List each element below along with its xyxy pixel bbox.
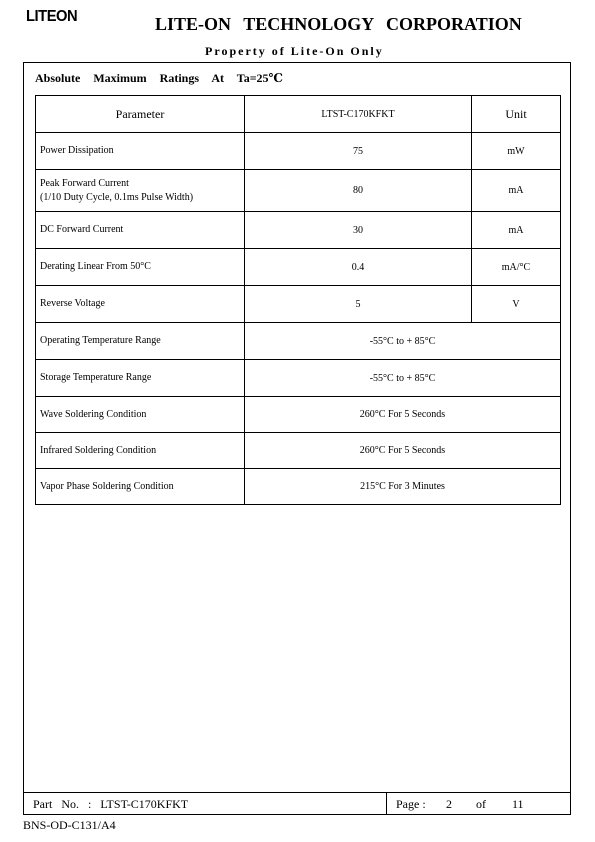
- row-value: 260°C For 5 Seconds: [245, 433, 561, 469]
- page-total: 11: [512, 797, 524, 811]
- row-unit: mW: [472, 133, 561, 170]
- row-parameter: DC Forward Current: [36, 212, 245, 249]
- table-row: [36, 170, 561, 212]
- row-value: 260°C For 5 Seconds: [245, 397, 561, 433]
- row-unit: mA: [472, 170, 561, 212]
- document-code: BNS-OD-C131/A4: [23, 818, 116, 832]
- company-name: LITE-ON TECHNOLOGY CORPORATION: [155, 14, 522, 34]
- row-unit: mA: [472, 212, 561, 249]
- page-number: 2: [446, 797, 452, 811]
- row-unit: mA/°C: [472, 249, 561, 286]
- row-parameter: Derating Linear From 50°C: [36, 249, 245, 286]
- property-note: Property of Lite-On Only: [205, 44, 384, 58]
- table-row: [36, 397, 561, 433]
- ratings-table: [35, 95, 561, 505]
- company-logo: [26, 8, 84, 26]
- table-row: [36, 469, 561, 505]
- row-value: 5: [245, 286, 472, 323]
- row-unit: V: [472, 286, 561, 323]
- row-value: 80: [245, 170, 472, 212]
- row-value: 30: [245, 212, 472, 249]
- table-row: [36, 286, 561, 323]
- row-parameter: [36, 170, 245, 212]
- logo-text: LITEON: [26, 8, 78, 25]
- page-of-label: of: [476, 797, 486, 811]
- row-value: -55°C to + 85°C: [245, 360, 561, 397]
- section-title: Absolute Maximum Ratings At Ta=25℃: [35, 71, 283, 85]
- footer-divider: [386, 792, 387, 815]
- header-part-number: LTST-C170KFKT: [245, 96, 472, 133]
- row-parameter: Storage Temperature Range: [36, 360, 245, 397]
- row-parameter-line: (1/10 Duty Cycle, 0.1ms Pulse Width): [40, 191, 194, 203]
- row-parameter-line: Peak Forward Current: [40, 177, 129, 189]
- row-parameter: Power Dissipation: [36, 133, 245, 170]
- row-value: -55°C to + 85°C: [245, 323, 561, 360]
- table-row: [36, 360, 561, 397]
- row-parameter: Wave Soldering Condition: [36, 397, 245, 433]
- table-row: [36, 433, 561, 469]
- row-parameter: Infrared Soldering Condition: [36, 433, 245, 469]
- table-header-row: [36, 96, 561, 133]
- row-value: 75: [245, 133, 472, 170]
- header-unit: Unit: [472, 96, 561, 133]
- header-parameter: Parameter: [36, 96, 245, 133]
- row-value: 215°C For 3 Minutes: [245, 469, 561, 505]
- table-row: [36, 249, 561, 286]
- row-value: 0.4: [245, 249, 472, 286]
- row-parameter: Operating Temperature Range: [36, 323, 245, 360]
- row-parameter: Vapor Phase Soldering Condition: [36, 469, 245, 505]
- table-row: [36, 212, 561, 249]
- row-parameter: Reverse Voltage: [36, 286, 245, 323]
- table-row: [36, 133, 561, 170]
- table-row: [36, 323, 561, 360]
- page-label: Page :: [396, 797, 426, 811]
- part-number: Part No. : LTST-C170KFKT: [33, 797, 189, 811]
